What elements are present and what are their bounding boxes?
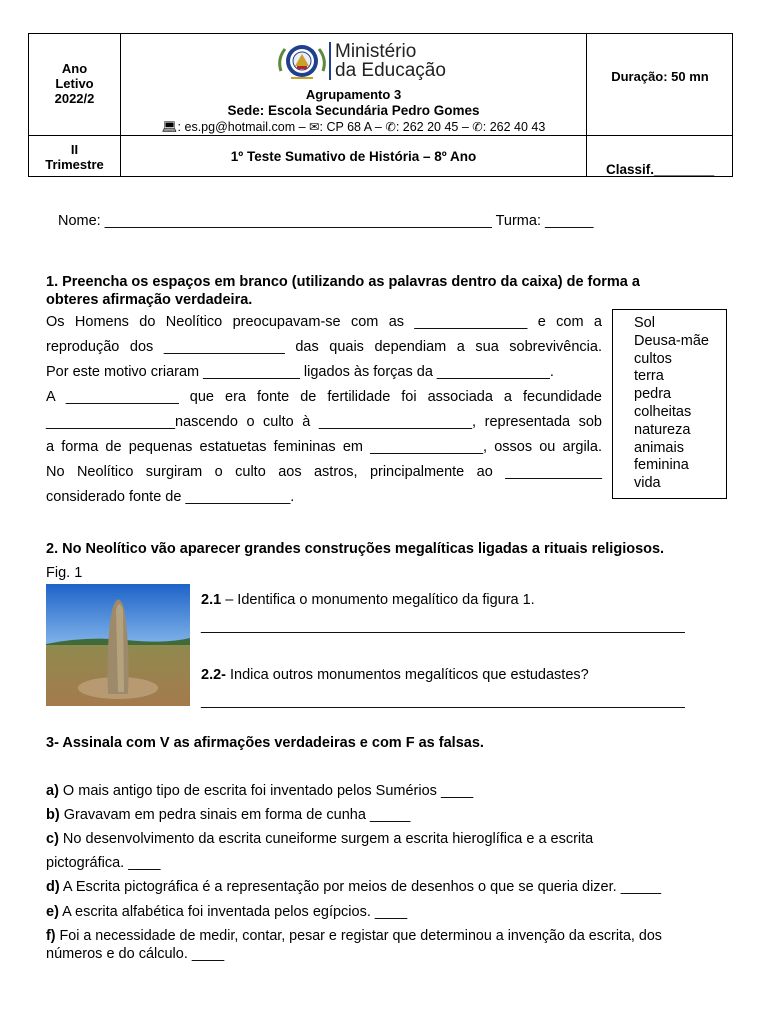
- classif: Classif.________: [606, 162, 715, 177]
- word-bank-item: natureza: [634, 421, 691, 438]
- q3-item-f-continuation: números e do cálculo. ____: [46, 946, 225, 962]
- word-bank-item: Sol: [634, 315, 655, 331]
- agrupamento: Agrupamento 3: [305, 87, 402, 102]
- word-bank-item: feminina: [634, 457, 689, 474]
- q3-item-b[interactable]: b) Gravavam em pedra sinais em forma de cunha _____: [46, 807, 411, 823]
- logo-divider: [329, 42, 331, 80]
- word-bank-box: [612, 309, 727, 499]
- q3-item-c-continuation: pictográfica. ____: [46, 855, 161, 871]
- ano-letivo: Ano Letivo 2022/2: [54, 61, 95, 106]
- trimestre: II Trimestre: [45, 142, 104, 172]
- envelope-icon: ✉︎: [309, 120, 320, 134]
- q1-title: 1. Preencha os espaços em branco (utilizando as palavras dentro da caixa) de forma a obteres afirmação verdadeira.: [46, 274, 640, 308]
- header-divider: [586, 34, 587, 176]
- q1-text-line[interactable]: Os Homens do Neolítico preocupavam-se com as ______________ e com a: [46, 314, 602, 330]
- q1-text-line[interactable]: No Neolítico surgiram o culto aos astros, principalmente ao ____________: [46, 464, 602, 480]
- header-divider: [29, 135, 732, 136]
- fax-icon: ✆: [472, 120, 483, 134]
- menhir-photo: [46, 584, 190, 706]
- test-title: 1º Teste Sumativo de História – 8º Ano: [230, 149, 477, 164]
- header-table: [28, 33, 733, 177]
- q1-text-line[interactable]: considerado fonte de _____________.: [46, 489, 295, 505]
- q2-title: 2. No Neolítico vão aparecer grandes construções megalíticas ligadas a rituais religiosos.: [46, 541, 665, 557]
- contact-line: 💻︎: es.pg@hotmail.com – ✉︎: CP 68 A – ✆: 262 20 45 – ✆: 262 40 43: [161, 120, 546, 134]
- q3-item-d[interactable]: d) A Escrita pictográfica é a representação por meios de desenhos o que se queria dizer. _____: [46, 879, 662, 895]
- ministry-name: Ministério da Educação: [335, 41, 446, 81]
- word-bank-item: animais: [634, 439, 684, 456]
- q3-title: 3- Assinala com V as afirmações verdadeiras e com F as falsas.: [46, 735, 484, 751]
- q3-item-a[interactable]: a) O mais antigo tipo de escrita foi inventado pelos Sumérios ____: [46, 783, 474, 799]
- duracao: Duração: 50 mn: [611, 69, 709, 84]
- word-bank-item: Deusa-mãe: [634, 332, 709, 349]
- q2-1-answer-line[interactable]: ____________________________________________________________: [201, 618, 685, 634]
- coat-of-arms-logo: [275, 41, 329, 83]
- q1-text-line[interactable]: ________________nascendo o culto à ___________________, representada sob: [46, 414, 602, 430]
- q1-text-line[interactable]: a forma de pequenas estatuetas femininas em ______________, ossos ou argila.: [46, 439, 602, 455]
- q3-item-f[interactable]: f) Foi a necessidade de medir, contar, pesar e registar que determinou a invenção da escrita, dos: [46, 928, 662, 944]
- computer-icon: 💻︎: [161, 120, 178, 134]
- word-bank-item: pedra: [634, 386, 672, 403]
- word-bank-item: colheitas: [634, 403, 692, 420]
- q1-text-line[interactable]: reprodução dos _______________ das quais dependiam a sua sobrevivência.: [46, 339, 602, 355]
- q1-text-line[interactable]: Por este motivo criaram ____________ ligados às forças da ______________.: [46, 364, 554, 380]
- word-bank-item: terra: [634, 368, 664, 385]
- q3-item-c[interactable]: c) No desenvolvimento da escrita cuneiforme surgem a escrita hieroglífica e a escrita: [46, 831, 594, 847]
- q3-item-e[interactable]: e) A escrita alfabética foi inventada pelos egípcios. ____: [46, 904, 408, 920]
- q2-2-answer-line[interactable]: ____________________________________________________________: [201, 693, 685, 709]
- sede: Sede: Escola Secundária Pedro Gomes: [227, 103, 480, 118]
- q1-text-line[interactable]: A ______________ que era fonte de fertilidade foi associada a fecundidade: [46, 389, 602, 405]
- word-bank-item: cultos: [634, 350, 672, 367]
- name-turma-line[interactable]: Nome: ________________________________________________ Turma: ______: [58, 213, 594, 229]
- phone-icon: ✆: [385, 120, 396, 134]
- word-bank-item: vida: [634, 475, 661, 492]
- figure-label: Fig. 1: [46, 565, 83, 581]
- q2-1-text: 2.1 – Identifica o monumento megalítico da figura 1.: [201, 592, 535, 608]
- q2-2-text: 2.2- Indica outros monumentos megalíticos que estudastes?: [201, 667, 589, 683]
